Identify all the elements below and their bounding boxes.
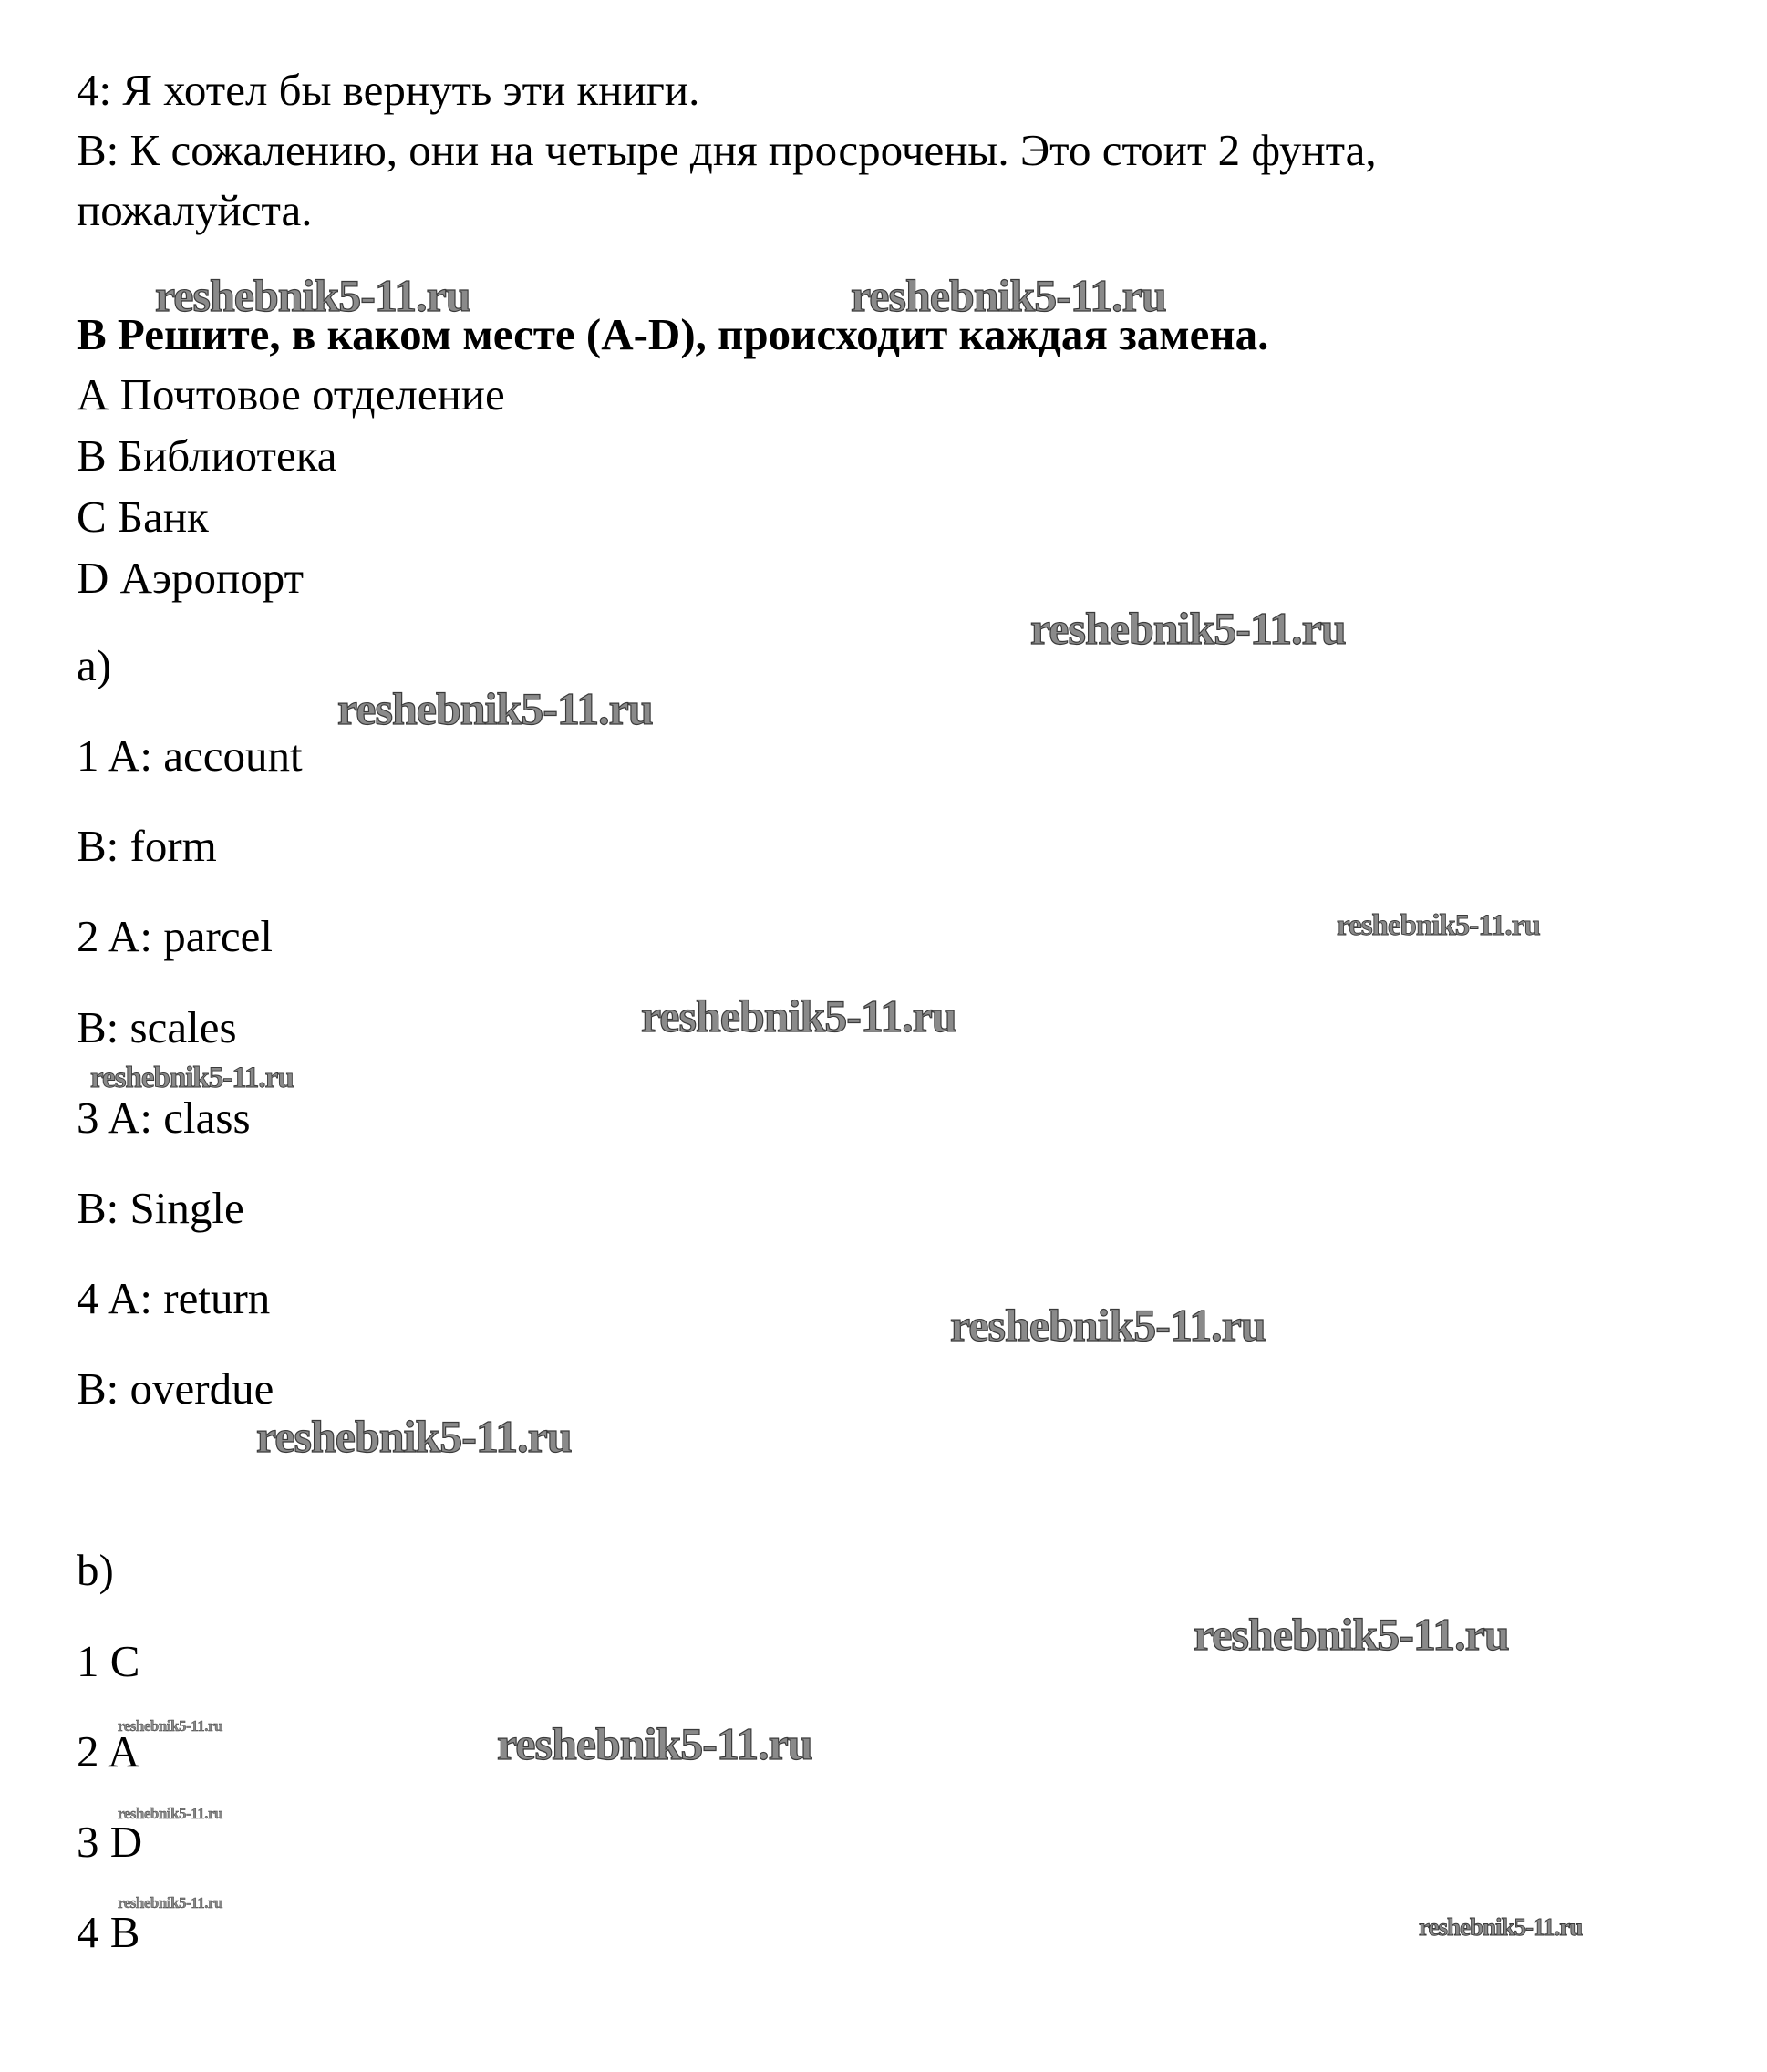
- answer-a-item: B: scales: [77, 1002, 237, 1052]
- answer-a-item: B: Single: [77, 1183, 244, 1233]
- answer-a-item: 2 A: parcel: [77, 911, 273, 961]
- watermark: reshebnik5-11.ru: [155, 270, 470, 321]
- watermark: reshebnik5-11.ru: [90, 1062, 294, 1094]
- answer-b-item: 2 A: [77, 1726, 140, 1777]
- watermark: reshebnik5-11.ru: [337, 683, 653, 734]
- dialogue-line-b: В: К сожалению, они на четыре дня просрочены. Это стоит 2 фунта,: [77, 125, 1377, 175]
- watermark: reshebnik5-11.ru: [1337, 909, 1540, 942]
- answer-b-item: 4 B: [77, 1907, 140, 1957]
- watermark: reshebnik5-11.ru: [256, 1411, 572, 1462]
- answer-b-item: 1 C: [77, 1636, 140, 1686]
- watermark: reshebnik5-11.ru: [851, 270, 1166, 321]
- answer-a-item: 4 A: return: [77, 1273, 271, 1323]
- answers-b-label: b): [77, 1545, 114, 1595]
- dialogue-line-a: 4: Я хотел бы вернуть эти книги.: [77, 65, 700, 115]
- answer-a-item: B: form: [77, 821, 217, 871]
- watermark: reshebnik5-11.ru: [641, 990, 956, 1041]
- option-b: В Библиотека: [77, 430, 337, 481]
- watermark: reshebnik5-11.ru: [118, 1717, 222, 1735]
- watermark: reshebnik5-11.ru: [1419, 1913, 1583, 1941]
- answers-a-label: a): [77, 640, 112, 690]
- watermark: reshebnik5-11.ru: [1030, 603, 1346, 654]
- answer-a-item: 3 A: class: [77, 1093, 251, 1143]
- option-a: А Почтовое отделение: [77, 369, 505, 420]
- watermark: reshebnik5-11.ru: [118, 1894, 222, 1911]
- watermark: reshebnik5-11.ru: [118, 1805, 222, 1822]
- answer-b-item: 3 D: [77, 1817, 143, 1867]
- answer-a-item: 1 A: account: [77, 730, 303, 781]
- watermark: reshebnik5-11.ru: [497, 1718, 812, 1769]
- task-b-heading: B Решите, в каком месте (A-D), происходит каждая замена.: [77, 309, 1269, 359]
- watermark: reshebnik5-11.ru: [950, 1300, 1266, 1351]
- answer-a-item: B: overdue: [77, 1363, 274, 1414]
- watermark: reshebnik5-11.ru: [1194, 1609, 1509, 1660]
- dialogue-line-b-cont: пожалуйста.: [77, 185, 313, 235]
- option-c: С Банк: [77, 492, 209, 542]
- option-d: D Аэропорт: [77, 553, 305, 603]
